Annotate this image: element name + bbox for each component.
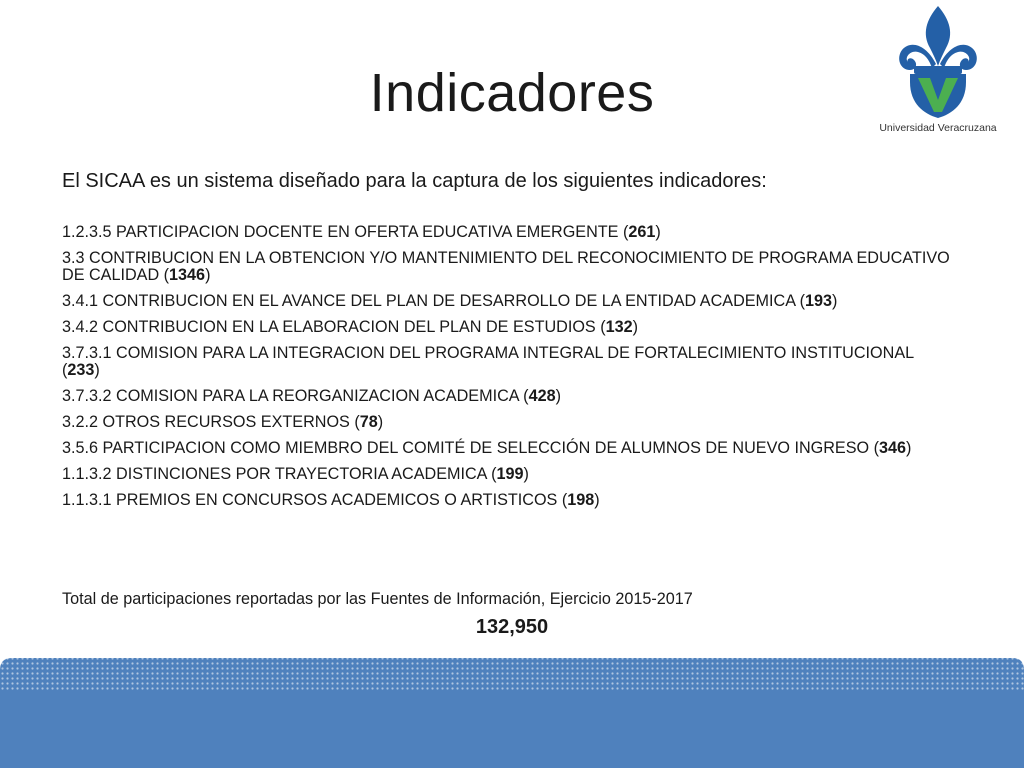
indicator-count: 132 (605, 318, 633, 336)
indicator-list (62, 224, 952, 518)
indicator-count: 233 (67, 361, 95, 379)
indicator-count: 346 (879, 439, 907, 457)
list-item: 3.3 CONTRIBUCION EN LA OBTENCION Y/O MANTENIMIENTO DEL RECONOCIMIENTO DE PROGRAMA EDUCATIVO DE CALIDAD (1346) (62, 249, 950, 284)
total-value: 132,950 (475, 616, 549, 638)
list-item: 1.1.3.1 PREMIOS EN CONCURSOS ACADEMICOS O ARTISTICOS (198) (62, 491, 600, 509)
intro-text: El SICAA es un sistema diseñado para la captura de los siguientes indicadores: (62, 170, 767, 192)
list-item: 3.4.2 CONTRIBUCION EN LA ELABORACION DEL PLAN DE ESTUDIOS (132) (62, 318, 639, 336)
indicator-count: 198 (567, 491, 595, 509)
university-logo (858, 4, 1018, 138)
indicator-label: 3.4.1 CONTRIBUCION EN EL AVANCE DEL PLAN DE DESARROLLO DE LA ENTIDAD ACADEMICA (62, 292, 796, 310)
indicator-count: 193 (805, 292, 833, 310)
list-item: 3.7.3.2 COMISION PARA LA REORGANIZACION ACADEMICA (428) (62, 387, 561, 405)
indicator-count: 428 (528, 387, 556, 405)
footer-band-graphic (0, 656, 1024, 768)
list-item: 3.4.1 CONTRIBUCION EN EL AVANCE DEL PLAN DE DESARROLLO DE LA ENTIDAD ACADEMICA (193) (62, 292, 838, 310)
list-item: 1.1.3.2 DISTINCIONES POR TRAYECTORIA ACADEMICA (199) (62, 465, 529, 483)
logo-caption: Universidad Veracruzana (879, 122, 997, 134)
footer-band (0, 656, 1024, 768)
indicator-label: 1.1.3.2 DISTINCIONES POR TRAYECTORIA ACADEMICA (62, 465, 487, 483)
indicator-count: 199 (496, 465, 524, 483)
indicator-label: 1.2.3.5 PARTICIPACION DOCENTE EN OFERTA EDUCATIVA EMERGENTE (62, 223, 619, 241)
fleur-de-lis-icon (896, 4, 980, 120)
list-item: 3.7.3.1 COMISION PARA LA INTEGRACION DEL PROGRAMA INTEGRAL DE FORTALECIMIENTO INSTITUCIONAL (233) (62, 344, 914, 379)
list-item: 3.2.2 OTROS RECURSOS EXTERNOS (78) (62, 413, 384, 431)
indicator-label: 3.2.2 OTROS RECURSOS EXTERNOS (62, 413, 350, 431)
indicator-label: 3.7.3.2 COMISION PARA LA REORGANIZACION ACADEMICA (62, 387, 519, 405)
slide-title: Indicadores (369, 63, 655, 123)
total-label: Total de participaciones reportadas por las Fuentes de Información, Ejercicio 2015-2017 (62, 590, 693, 608)
list-item: 3.5.6 PARTICIPACION COMO MIEMBRO DEL COMITÉ DE SELECCIÓN DE ALUMNOS DE NUEVO INGRESO (346) (62, 439, 912, 457)
indicator-label: 3.5.6 PARTICIPACION COMO MIEMBRO DEL COMITÉ DE SELECCIÓN DE ALUMNOS DE NUEVO INGRESO (62, 439, 870, 457)
indicator-label: 1.1.3.1 PREMIOS EN CONCURSOS ACADEMICOS O ARTISTICOS (62, 491, 558, 509)
indicator-label: 3.3 CONTRIBUCION EN LA OBTENCION Y/O MANTENIMIENTO DEL RECONOCIMIENTO DE PROGRAMA EDUCATIVO DE CALIDAD (62, 249, 950, 284)
indicator-label: 3.4.2 CONTRIBUCION EN LA ELABORACION DEL PLAN DE ESTUDIOS (62, 318, 596, 336)
list-item: 1.2.3.5 PARTICIPACION DOCENTE EN OFERTA EDUCATIVA EMERGENTE (261) (62, 223, 661, 241)
indicator-count: 1346 (169, 266, 206, 284)
indicator-label: 3.7.3.1 COMISION PARA LA INTEGRACION DEL PROGRAMA INTEGRAL DE FORTALECIMIENTO INSTITUCIONAL (62, 344, 914, 362)
indicator-count: 78 (359, 413, 378, 431)
indicator-count: 261 (628, 223, 656, 241)
